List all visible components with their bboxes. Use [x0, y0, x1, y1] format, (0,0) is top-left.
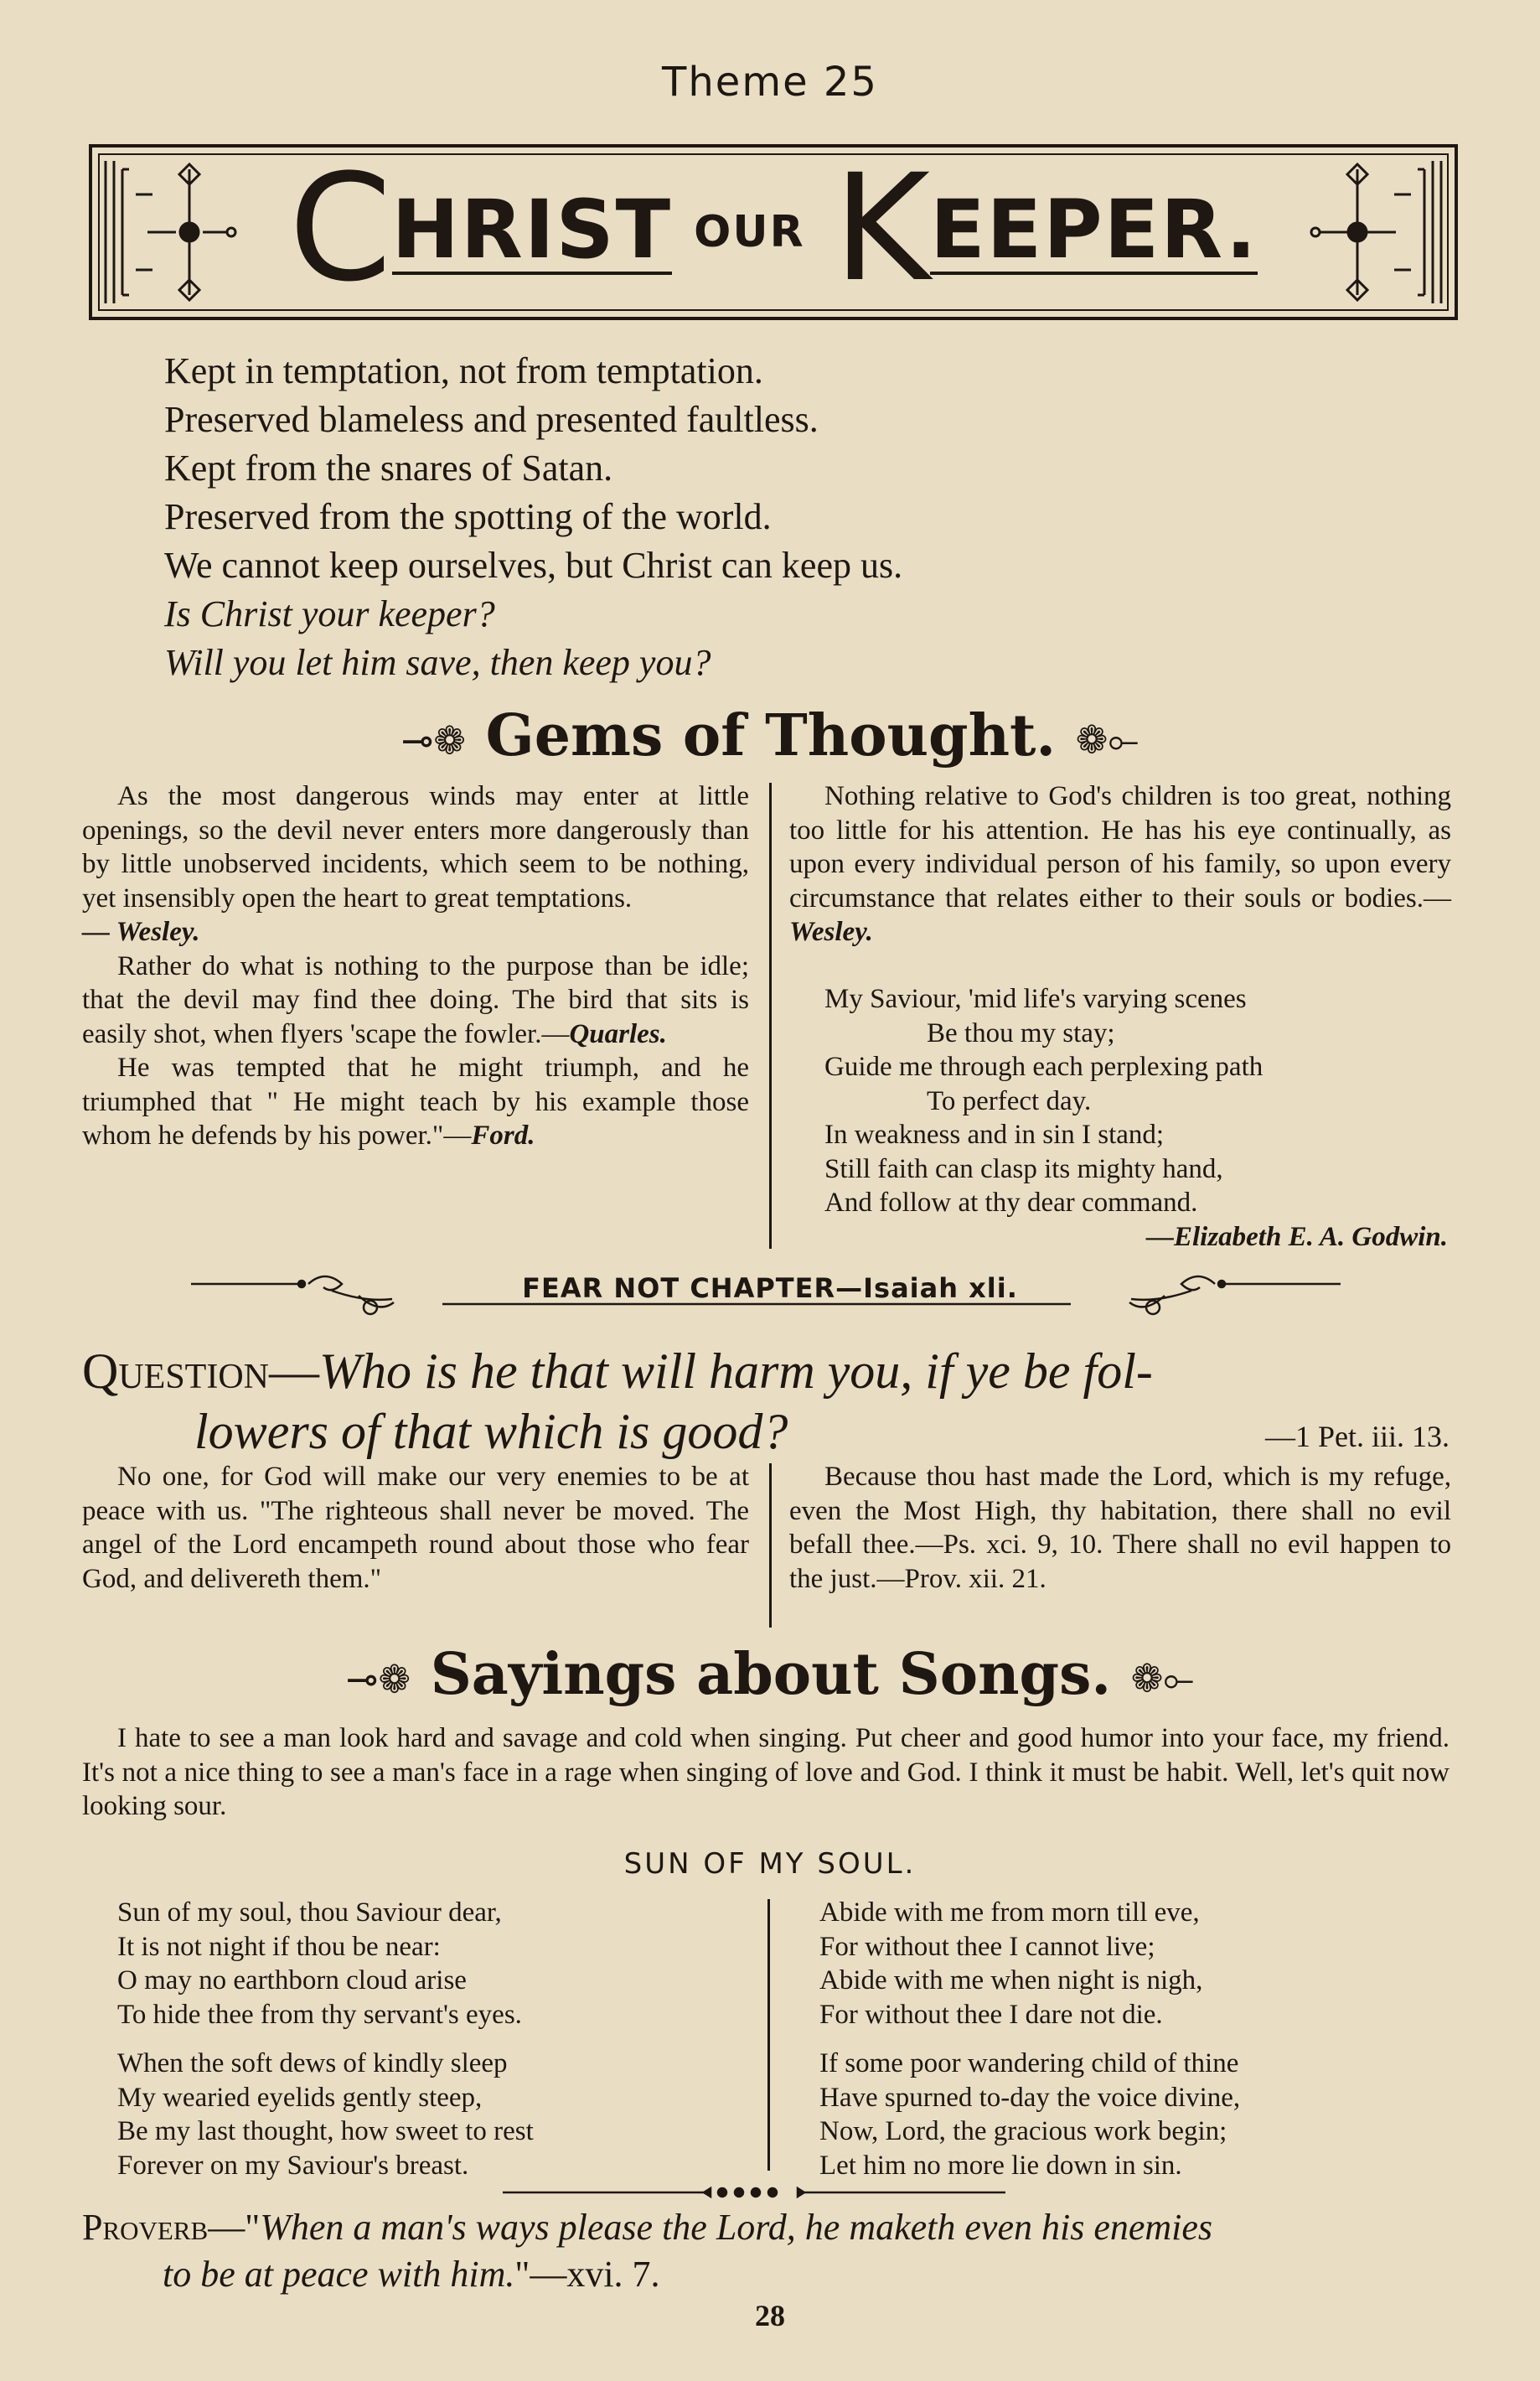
songs-heading	[0, 1641, 1540, 1708]
intro-line: Kept from the snares of Satan.	[164, 448, 613, 489]
question-line-1: Question—Who is he that will harm you, if ye be fol-	[82, 1343, 1153, 1399]
answer-left-column	[82, 1460, 749, 1596]
intro-line: Will you let him save, then keep you?	[164, 642, 711, 683]
proverb-text-1: When a man's ways please the Lord, he maketh even his enemies	[260, 2207, 1213, 2248]
intro-line: Preserved blameless and presented faultless.	[164, 399, 819, 440]
songs-paragraph: I hate to see a man look hard and savage and cold when singing. Put cheer and good humor into your face, my friend. It's not a nice thing to see a man's face in a rage when singing of love and God. I think it must be habit. Well, let's quit now looking sour.	[82, 1723, 1450, 1821]
proverb-label: Proverb	[82, 2207, 209, 2248]
proverb-divider	[503, 2184, 1005, 2201]
ornament-right-icon: ❁⟜	[1130, 1655, 1195, 1701]
proverb-line-1: Proverb—"When a man's ways please the Lord, he maketh even his enemies	[82, 2207, 1213, 2248]
title-word-our: OUR	[694, 207, 805, 257]
intro-line: Preserved from the spotting of the world.	[164, 496, 772, 537]
question-reference: —1 Pet. iii. 13.	[1264, 1420, 1450, 1453]
hymn-line: My wearied eyelids gently steep,	[117, 2082, 483, 2113]
hymn-line: If some poor wandering child of thine	[819, 2048, 1239, 2078]
page-number: 28	[755, 2299, 785, 2332]
title-word-keeper: EEPER.	[930, 183, 1258, 277]
hymn-line: When the soft dews of kindly sleep	[117, 2048, 508, 2078]
title-cap-k: K	[833, 142, 931, 314]
poem-author: —Elizabeth E. A. Godwin.	[1145, 1221, 1448, 1252]
proverb-reference: "—xvi. 7.	[514, 2254, 660, 2295]
proverb-text-2: to be at peace with him.	[163, 2254, 515, 2295]
title-banner	[89, 144, 1458, 320]
ornament-left-icon: ⊸❁	[345, 1656, 411, 1702]
hymn-line: Forever on my Saviour's breast.	[117, 2150, 469, 2181]
gems-left-column	[82, 779, 749, 1153]
intro-line: We cannot keep ourselves, but Christ can keep us.	[164, 545, 903, 586]
gems-right-column	[789, 779, 1451, 950]
hymn-left-column	[117, 1896, 534, 2182]
poem-line: Still faith can clasp its mighty hand,	[824, 1153, 1223, 1184]
title-word-christ: HRIST	[391, 183, 673, 277]
intro-line: Kept in temptation, not from temptation.	[164, 350, 763, 391]
page-title	[89, 144, 1458, 320]
question-text-1: Who is he that will harm you, if ye be fol-	[318, 1343, 1153, 1399]
proverb-block	[82, 2204, 1465, 2298]
poem-line: And follow at thy dear command.	[824, 1188, 1198, 1218]
question-block	[82, 1341, 1456, 1462]
answer-right-column	[789, 1460, 1451, 1596]
poem-line: To perfect day.	[927, 1085, 1092, 1116]
column-divider	[769, 1463, 772, 1628]
hymn-line: Sun of my soul, thou Saviour dear,	[117, 1897, 502, 1928]
column-divider	[769, 783, 772, 1249]
hymn-line: Abide with me when night is nigh,	[819, 1965, 1203, 1995]
poem-line: Guide me through each perplexing path	[824, 1052, 1264, 1082]
gem-paragraph: Nothing relative to God's children is too great, nothing too little for his attention. He has his eye continually, as upon every individual person of his family, so upon every circumstance that relates either to their souls or bodies.—Wesley.	[789, 781, 1451, 947]
chapter-reference: FEAR NOT CHAPTER—Isaiah xli.	[522, 1272, 1018, 1304]
poem-line: My Saviour, 'mid life's varying scenes	[824, 984, 1247, 1014]
hymn-line: It is not night if thou be near:	[117, 1931, 441, 1962]
poem-line: Be thou my stay;	[927, 1017, 1115, 1048]
answer-paragraph: No one, for God will make our very enemies to be at peace with us. "The righteous shall never be moved. The angel of the Lord encampeth round about those who fear God, and delivereth them."	[82, 1462, 749, 1594]
intro-line: Is Christ your keeper?	[164, 593, 495, 634]
gem-paragraph: He was tempted that he might triumph, and he triumphed that " He might teach by his example those whom he defends by his power."—Ford.	[82, 1053, 749, 1151]
gems-heading	[0, 702, 1540, 769]
hymn-line: Abide with me from morn till eve,	[819, 1897, 1200, 1928]
title-cap-c: C	[288, 142, 392, 314]
ornament-right-icon: ❁⟜	[1075, 717, 1139, 763]
column-divider	[767, 1899, 770, 2171]
gem-paragraph: As the most dangerous winds may enter at little openings, so the devil never enters more dangerously than by little unobserved incidents, which seem to be nothing, yet insensibly open the heart to great temptations. — Wesley.	[82, 781, 749, 947]
gems-poem	[824, 982, 1461, 1254]
ornament-left-icon: ⊸❁	[401, 717, 466, 763]
poem-line: In weakness and in sin I stand;	[824, 1120, 1165, 1150]
proverb-line-2	[82, 2251, 1465, 2298]
hymn-line: For without thee I dare not die.	[819, 1999, 1163, 2030]
hymn-right-column	[819, 1896, 1240, 2182]
answer-paragraph: Because thou hast made the Lord, which is my refuge, even the Most High, thy habitation, there shall no evil befall thee.—Ps. xci. 9, 10. There shall no evil happen to the just.—Prov. xii. 21.	[789, 1462, 1451, 1594]
intro-lines	[164, 347, 902, 687]
hymn-line: Let him no more lie down in sin.	[819, 2150, 1182, 2181]
gem-paragraph: Rather do what is nothing to the purpose than be idle; that the devil may find thee doing. The bird that sits is easily shot, when flyers 'scape the fowler.—Quarles.	[82, 950, 749, 1049]
hymn-line: To hide thee from thy servant's eyes.	[117, 1999, 522, 2030]
hymn-line: O may no earthborn cloud arise	[117, 1965, 467, 1995]
hymn-line: Now, Lord, the gracious work begin;	[819, 2116, 1227, 2146]
hymn-line: Have spurned to-day the voice divine,	[819, 2082, 1241, 2113]
hymn-title: SUN OF MY SOUL.	[623, 1847, 917, 1881]
question-text-2: lowers of that which is good?	[194, 1404, 788, 1459]
hymn-line: For without thee I cannot live;	[819, 1931, 1155, 1962]
theme-label: Theme 25	[662, 59, 878, 106]
songs-heading-text: Sayings about Songs.	[430, 1641, 1112, 1708]
hymn-line: Be my last thought, how sweet to rest	[117, 2116, 534, 2146]
question-label: Question	[82, 1343, 269, 1399]
gems-heading-text: Gems of Thought.	[485, 702, 1057, 769]
